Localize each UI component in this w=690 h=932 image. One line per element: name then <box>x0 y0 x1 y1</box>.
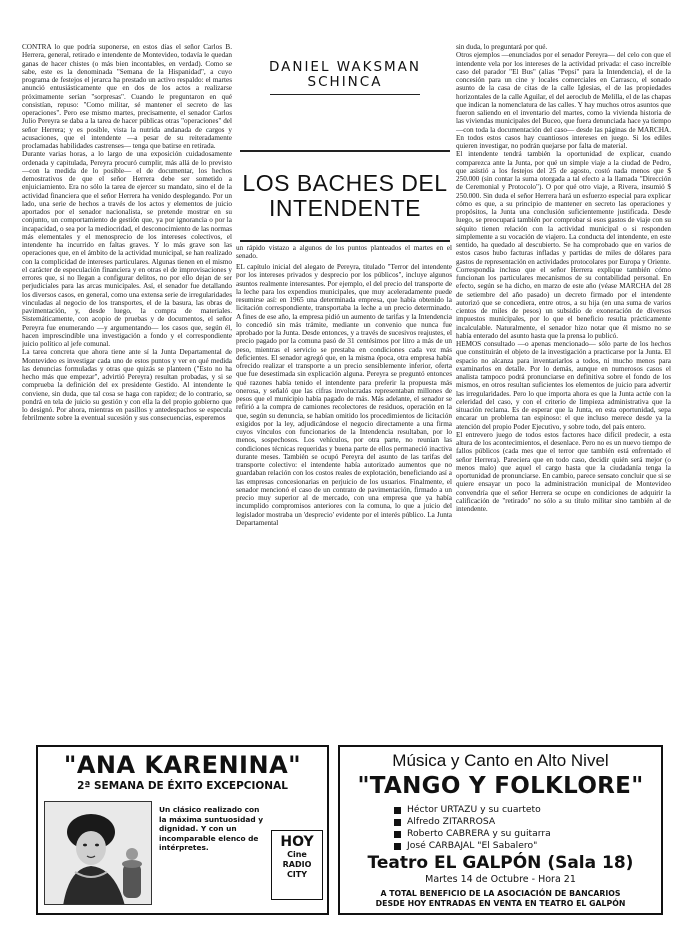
article-paragraph: El entrevero juego de todos estos factores hace difícil predecir, a esta altura de los acontecimientos, el desenlace. Pero no es un nuevo tiempo de fallos públicos (cada mes que el terror que también está enfrentado el señor Herrera). Pareciera que en todo caso, decidir quién será mejor (o menos malo) que aquel el cargo hasta que la ciudadanía tenga la oportunidad de pronunciarse. En cambio, parece sensato concluir que si se quiere ensayar un poco la administración municipal de Montevideo convendría que el señor Herrera se ocupe en condiciones de adquirir la calificación de "retirado" no sólo a su título militar sino también al de intendente. <box>456 430 671 513</box>
article-paragraph: sin duda, lo preguntará por qué. <box>456 43 548 51</box>
article-column-mid-intro <box>236 244 452 262</box>
venue-line: CITY <box>286 870 308 879</box>
author-name: DANIEL WAKSMAN SCHINCA <box>268 59 422 90</box>
venue-line: RADIO <box>282 860 312 869</box>
ad-title: "TANGO Y FOLKLORE" <box>357 773 644 799</box>
actress-photo-illustration <box>45 802 152 905</box>
hoy-label: HOY <box>280 834 314 850</box>
ad-benefit <box>340 889 661 909</box>
bullet-square-icon <box>394 819 401 826</box>
ad-subtitle: 2ª SEMANA DE ÉXITO EXCEPCIONAL <box>77 780 288 792</box>
byline-rule <box>270 94 420 95</box>
venue-line: Cine <box>287 850 307 859</box>
article-paragraph: Otros ejemplos —enunciados por el senador Pereyra— del celo con que el intendente vela por los intereses de la actividad privada: el caso increíble caso del parador "El Bus" (alias "Pepsi" para la Intendencia), el de la concesión para un cine y locales comerciales en Carrasco, el sonado asunto de la casa de citas de la calle Iglesias, el de las propiedades horizontales de la calle Aguilar, el del aeroclub de Melilla, el de las chapas que indican la nomenclatura de las calles. Y hay muchos otros asuntos que fueron saliendo en el inventario del martes, como la vivienda historia de las viviendas municipales del Buceo, que fuera denunciada hace ya tiempo —con toda la documentación del caso— desde las páginas de MARCHA. En todos estos casos hay cuantiosos intereses en juego. Si los ediles quieren investigar, no podrán quejarse por falta de material. <box>456 51 671 150</box>
article-paragraph: HEMOS consultado —o apenas mencionado— sólo parte de los hechos que constituirán el objeto de la investigación a practicarse por la Junta. El espacio no alcanza para inventariarlos a todos, ni mucho menos para examinarlos en detalle. Por lo demás, aunque en numerosos casos el analista tampoco podrá pronunciarse en definitiva sobre el fondo de los mismos, en otros resultan suficientes los elementos de juicio para advertir las irregularidades. Pero lo que importa ahora es que la Junta actúe con la celeridad del caso, y con el criterio de limpieza administrativa que la situación reclama. Es de esperar que la Junta, en esta oportunidad, sepa encarar un problema tan espinoso: el que incluso merece desde ya la atención del propio Poder Ejecutivo, y sobre todo, del país entero. <box>456 340 671 431</box>
article-paragraph: Durante varias horas, a lo largo de una exposición cuidadosamente ordenada y capitulada, Pereyra procuró cumplir, más allá de lo previsto —con la medida de lo posible— el de documentar, los hechos demostrativos de que el señor Herrera debe ser sometido a enjuiciamiento. Era no sólo la tarea de ejercer su mandato, sino el de la actividad financiera que el señor Herrera ha venido desplegando. Por un lado, una serie de hechos a través de los actos y elementos de juicio aportados por el senador nacionalista, se pretende mostrar en su conjunto, un comportamiento de gestión que, ya por ignorancia o por la incapacidad, o sea por la mediocridad, el desconocimiento de las normas más elementales y el menosprecio de los intereses colectivos, el intendente ha incurrido en faltas graves. Y lo más grave son las operaciones que, en el ámbito de la actividad municipal, se han realizado con la complicidad de intereses particulares. Algunas tienen en el mismo el carácter de especulación financiera y en otras el de improvisaciones y errores que, si no llegan a configurar delitos, no por ello dejan de ser perjudiciales para las arcas municipales. Así, el senador fue detallando los diversos casos, en general, como una extensa serie de irregularidades vinculadas al negocio de los transportes, el de la basura, las obras de pavimentación, y, desde luego, la compra de materiales. Sistemáticamente, con acopio de pruebas y de documentos, el señor Pereyra fue enumerando —y argumentando— los casos que, según él, hacen imprescindible una investigación a fondo y el correspondiente juicio político al jefe comunal. <box>22 150 232 348</box>
article-paragraph: EL capítulo inicial del alegato de Pereyra, titulado "Terror del intendente por los intereses privados y desprecio por los públicos", incluye algunos asuntos realmente interesantes. Por ejemplo, el del precio del transporte de la leche para los expendios municipales, que muy aceleradamente puede resumirse así: en 1965 una determinada empresa, que había obtenido la licitación correspondiente, transportaba la leche a un precio determinado. A fines de ese año, la empresa pidió un aumento de tarifas y la Intendencia lo concedió sin más trámite, mediante un convenio que nunca fue aprobado por la Junta. Desde entonces, y a través de sucesivos reajustes, el precio pagado por la comuna pasó de 31 centésimos por litro a más de un peso, mientras el servicio se prestaba en condiciones cada vez más deficientes. El senador agregó que, en la misma época, otra empresa había ofrecido realizar el transporte a un precio sensiblemente inferior, oferta que fue desestimada sin explicación alguna. Pereyra se preguntó entonces qué razones había tenido el intendente para preferir la propuesta más onerosa, y señaló que las cifras involucradas representaban millones de pesos que el municipio había pagado de más. Más adelante, el senador se refirió a la compra de camiones recolectores de residuos, operación en la que, según su denuncia, se habían omitido los procedimientos de licitación exigidos por la ley, adjudicándose el negocio directamente a una firma cuyos vínculos con funcionarios de la Intendencia resultaban, por lo menos, sospechosos. Los vehículos, por otra parte, no reunían las condiciones técnicas requeridas y buena parte de ellos permaneció inactiva durante meses. También se ocupó Pereyra del asunto de las tarifas del transporte colectivo: el intendente había autorizado aumentos que no guardaban relación con los costos reales de explotación, beneficiando así a las empresas concesionarias en perjuicio de los usuarios. Finalmente, el senador mencionó el caso de un contrato de pavimentación, firmado a un precio muy superior al de mercado, con una empresa que ya había incumplido compromisos anteriores con la comuna, lo que a juicio del legislador mostraba un 'desprecio' evidente por el interés público. La Junta Departamental <box>236 263 452 527</box>
bullet-square-icon <box>394 831 401 838</box>
article-paragraph: CONTRA lo que podría suponerse, en estos días el señor Carlos B. Herrera, general, retirado e intendente de Montevideo, todavía le quedan ganas de hacer chistes (o más bien incontables, en verdad). Como se sabe, este es la denominada "Semana de la Hispanidad", a cuyo programa de festejos el jerarca ha prestado un activo respaldo: el martes anunció entusiásticamente que en dos de los actos a realizarse próximamente serían "sorpresas". Cuando le preguntaron en qué consistían, repuso: "Como militar, sé mantener el secreto de las operaciones". Pero ese mismo martes, precisamente, el senador Carlos Julio Pereyra se daba a la tarea de hacer públicas otras "operaciones" del señor Herrera; y es posible, vista la nutrida andanada de cargos y acusaciones, que el intendente —a pesar de su reiteradamente proclamadas habilidades castrenses— tenga que batirse en retirada. <box>22 43 232 150</box>
ad-date: Martes 14 de Octubre - Hora 21 <box>425 874 576 885</box>
article-paragraph: un rápido vistazo a algunos de los puntos planteados el martes en el senado. <box>236 244 452 261</box>
performer-item <box>394 828 654 840</box>
ad-description: Un clásico realizado con la máxima suntuosidad y dignidad. Y con un incomparable elenco de intérpretes. <box>159 805 264 852</box>
ad-tango-folklore <box>338 745 663 915</box>
ad-tagline: Música y Canto en Alto Nivel <box>392 751 609 770</box>
performer-item <box>394 840 654 852</box>
ad-title: "ANA KARENINA" <box>63 751 302 779</box>
article-paragraph: El intendente tendrá también la oportunidad de explicar, cuando comparezca ante la Junta, por qué un simple viaje a la ciudad de Pedro, que asistió a los festejos del 25 de agosto, costó nada menos que $ 250.000 (sin contar la suma otorgada a tal efecto a la llamada "Dirección de Ceremonial y Protocolo"). O por qué otro viaje, a Rivera, insumió $ 250.000. Sin duda el señor Herrera hará un esfuerzo especial para explicar cómo es que, a su principio de mantener en secreto las operaciones y propósitos, la Junta una conclusión suficientemente justificada. Desde luego, se preocupará también por comprobar si esos gastos de viaje con su séquito tienen relación con la actividad municipal o si responden simplemente a su vocación de viajero. La conducta del intendente, en este sentido, ha quedado al descubierto. Se ha comprobado que en varios de estos casos hubo facturas infladas y partidas de miles de dólares para gastos de representación en actividades protocolares por Europa y Oriente. <box>456 150 671 266</box>
article-paragraph: La tarea concreta que ahora tiene ante sí la Junta Departamental de Montevideo es investigar cada uno de estos puntos y ver en qué medida las denuncias formuladas y otras que quizás se planteen ("Esto no ha hecho más que empezar", advirtió Pereyra) resultan probadas, y si se comprueba la definición del ex presidente Gestido. Al intendente le conviene, sin duda, que tal cosa se haga con rapidez; de lo contrario, se pondrá en tela de juicio su gestión y con ella la del propio gobierno que lo designó. Por ahora, mientras en pasillos y antedespachos se especula febrilmente sobre la eventual sucesión y sus consecuencias, esperemos <box>22 348 232 423</box>
article-paragraph: Correspondía incluso que el señor Herrera explique también cómo funcionan los particulares mecanismos de su contabilidad personal. En efecto, según se ha dicho, en marzo de este año (véase MARCHA del 28 de setiembre del año pasado) un decreto firmado por el intendente autorizó que se concediera, entre otros, a su hija (en una suma de varios cientos de miles de pesos) un subsidio de exoneración de diversos impuestos municipales, por lo que el beneficio resulta prácticamente incalculable. Naturalmente, el senador hizo notar que él mismo no se había enterado del asunto hasta que la prensa lo publicó. <box>456 265 671 340</box>
performer-name: Héctor URTAZU y su cuarteto <box>407 804 541 815</box>
ad-ana-karenina <box>36 745 329 915</box>
performer-item <box>394 816 654 828</box>
headline-box <box>240 150 450 242</box>
byline <box>240 60 450 95</box>
performer-list <box>394 804 654 852</box>
tickets-line: DESDE HOY ENTRADAS EN VENTA EN TEATRO EL GALPÓN <box>375 899 626 908</box>
article-headline: LOS BACHES DEL INTENDENTE <box>242 170 448 221</box>
article-column-right <box>456 43 671 718</box>
performer-item <box>394 804 654 816</box>
benefit-line: A TOTAL BENEFICIO DE LA ASOCIACIÓN DE BANCARIOS <box>380 889 621 898</box>
actress-photo <box>44 801 152 905</box>
article-column-left <box>22 43 232 718</box>
article-column-mid <box>236 263 452 718</box>
bullet-square-icon <box>394 843 401 850</box>
ad-venue: Teatro EL GALPÓN (Sala 18) <box>367 853 634 873</box>
performer-name: Alfredo ZITARROSA <box>407 816 496 827</box>
performer-name: Roberto CABRERA y su guitarra <box>407 828 551 839</box>
performer-name: José CARBAJAL "El Sabalero" <box>407 840 538 851</box>
bullet-square-icon <box>394 807 401 814</box>
venue-box <box>271 830 323 900</box>
